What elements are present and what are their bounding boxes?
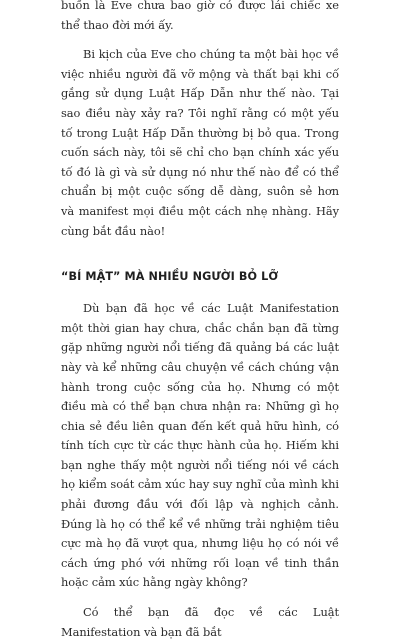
body-paragraph: Dù bạn đã học về các Luật Manifestation một thời gian hay chưa, chắc chắn bạn đã từng gặp những người nổi tiếng đã quảng bá các luật này và kể những câu chuyện về cách chúng vận hành trong cuộc sống của họ. Nhưng có một điều mà có thể bạn chưa nhận ra: Những gì họ chia sẻ đều liên quan đến kết quả hữu hình, có tính tích cực từ các thực hành của họ. Hiếm khi bạn nghe thấy một người nổi tiếng nói về cách họ kiểm soát cảm xúc hay suy nghĩ của mình khi phải đương đầu với đối lập và nghịch cảnh. Đúng là họ có thể kể về những trải nghiệm tiêu cực mà họ đã vượt qua, nhưng liệu họ có nói về cách ứng phó với những rối loạn về tinh thần hoặc cảm xúc hằng ngày không?	[61, 301, 339, 590]
intro-paragraph-tail: buồn là Eve chưa bao giờ có được lái chiếc xe thể thao đời mới ấy.	[61, 0, 339, 32]
body-paragraph: Bi kịch của Eve cho chúng ta một bài học về việc nhiều người đã vỡ mộng và thất bại khi cố gắng sử dụng Luật Hấp Dẫn như thế nào. Tại sao điều này xảy ra? Tôi nghĩ rằng có một yếu tố trong Luật Hấp Dẫn thường bị bỏ qua. Trong cuốn sách này, tôi sẽ chỉ cho bạn chính xác yếu tố đó là gì và sử dụng nó như thế nào để có thể chuẩn bị một cuộc sống dễ dàng, suôn sẻ hơn và manifest mọi điều một cách nhẹ nhàng. Hãy cùng bắt đầu nào!	[61, 47, 339, 238]
body-paragraph-partial: Có thể bạn đã đọc về các Luật Manifestation và bạn đã bắt	[61, 605, 339, 639]
page-content	[61, 0, 339, 642]
section-heading: “BÍ MẬT” MÀ NHIỀU NGƯỜI BỎ LỠ	[61, 270, 279, 284]
